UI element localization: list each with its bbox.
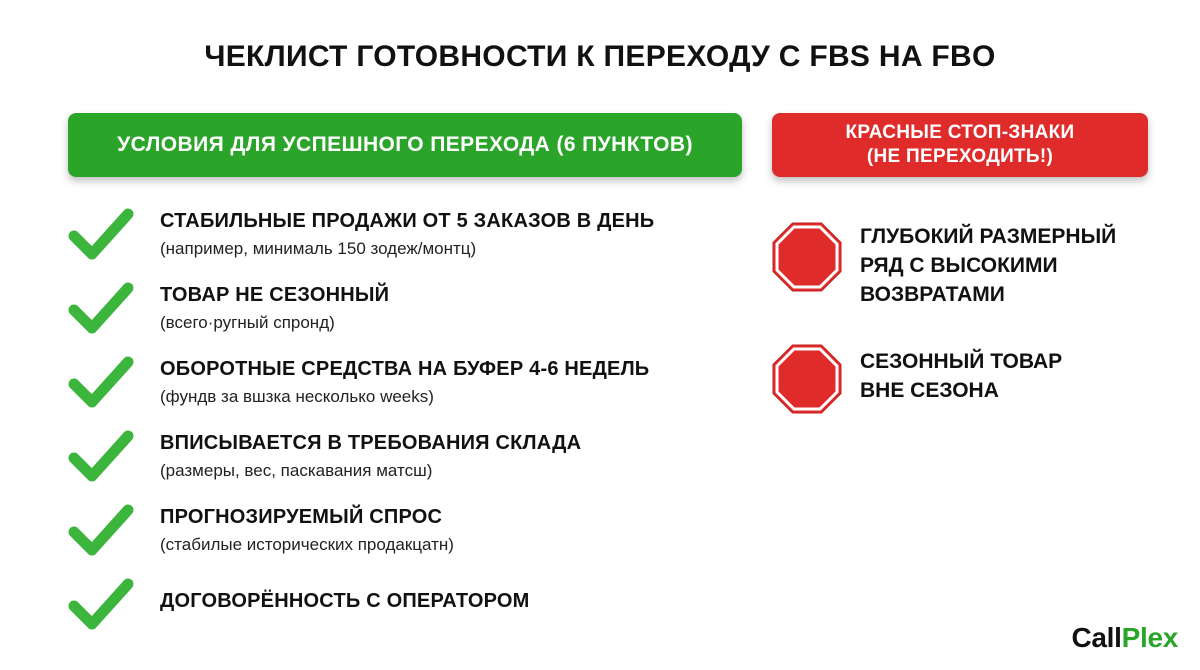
stop-banner-line-2: (НЕ ПЕРЕХОДИТЬ!)	[866, 146, 1054, 167]
checklist-item-title: ПРОГНОЗИРУЕМЫЙ СПРОС	[160, 506, 443, 528]
logo-part-1: Call	[1071, 622, 1122, 653]
page-title: ЧЕКЛИСТ ГОТОВНОСТИ К ПЕРЕХОДУ С FBS НА FBO	[204, 40, 996, 73]
checklist-item-subtitle: (стабилые исторических продакцатн)	[160, 535, 454, 554]
checklist-item-title: ТОВАР НЕ СЕЗОННЫЙ	[160, 284, 390, 306]
checklist-item-title: ОБОРОТНЫЕ СРЕДСТВА НА БУФЕР 4-6 НЕДЕЛЬ	[160, 358, 650, 380]
checkmark-icon	[68, 354, 134, 410]
stop-sign-text-line: ВНЕ СЕЗОНА	[860, 379, 999, 402]
success-banner-label: УСЛОВИЯ ДЛЯ УСПЕШНОГО ПЕРЕХОДА (6 ПУНКТОВ)	[117, 133, 693, 156]
checklist-item	[68, 274, 758, 348]
checklist-item	[68, 348, 758, 422]
stop-sign-icon	[772, 344, 842, 414]
stop-sign-text-line: ГЛУБОКИЙ РАЗМЕРНЫЙ	[860, 225, 1117, 248]
logo-part-2: Plex	[1121, 622, 1178, 653]
stop-sign-icon	[772, 222, 842, 292]
checkmark-icon	[68, 206, 134, 262]
checklist	[68, 200, 758, 644]
checklist-item-title: СТАБИЛЬНЫЕ ПРОДАЖИ ОТ 5 ЗАКАЗОВ В ДЕНЬ	[160, 210, 655, 232]
checklist-item	[68, 570, 758, 644]
stop-banner-line-1: КРАСНЫЕ СТОП-ЗНАКИ	[845, 122, 1075, 143]
stop-sign-text	[860, 222, 1160, 309]
checklist-item-title: ВПИСЫВАЕТСЯ В ТРЕБОВАНИЯ СКЛАДА	[160, 432, 582, 454]
stop-sign-text-line: РЯД С ВЫСОКИМИ	[860, 254, 1058, 277]
stop-sign-text-line: ВОЗВРАТАМИ	[860, 283, 1005, 306]
success-conditions-banner	[68, 113, 742, 177]
checkmark-icon	[68, 280, 134, 336]
checklist-item-subtitle: (фундв за вшзка несколько weeks)	[160, 387, 434, 406]
checklist-item-subtitle: (размеры, вес, паскавания матсш)	[160, 461, 433, 480]
checklist-item	[68, 496, 758, 570]
checkmark-icon	[68, 576, 134, 632]
stop-sign-text	[860, 347, 1160, 405]
callplex-logo	[1071, 622, 1178, 654]
checklist-item-subtitle: (например, минималь 150 зодеж/монтц)	[160, 239, 477, 258]
stop-sign-text-line: СЕЗОННЫЙ ТОВАР	[860, 350, 1063, 373]
checklist-item	[68, 200, 758, 274]
checklist-item-subtitle: (всего·ругный спронд)	[160, 313, 335, 332]
checkmark-icon	[68, 502, 134, 558]
checklist-item	[68, 422, 758, 496]
stop-signs-banner	[772, 113, 1148, 177]
checkmark-icon	[68, 428, 134, 484]
checklist-item-title: ДОГОВОРЁННОСТЬ С ОПЕРАТОРОМ	[160, 590, 530, 612]
